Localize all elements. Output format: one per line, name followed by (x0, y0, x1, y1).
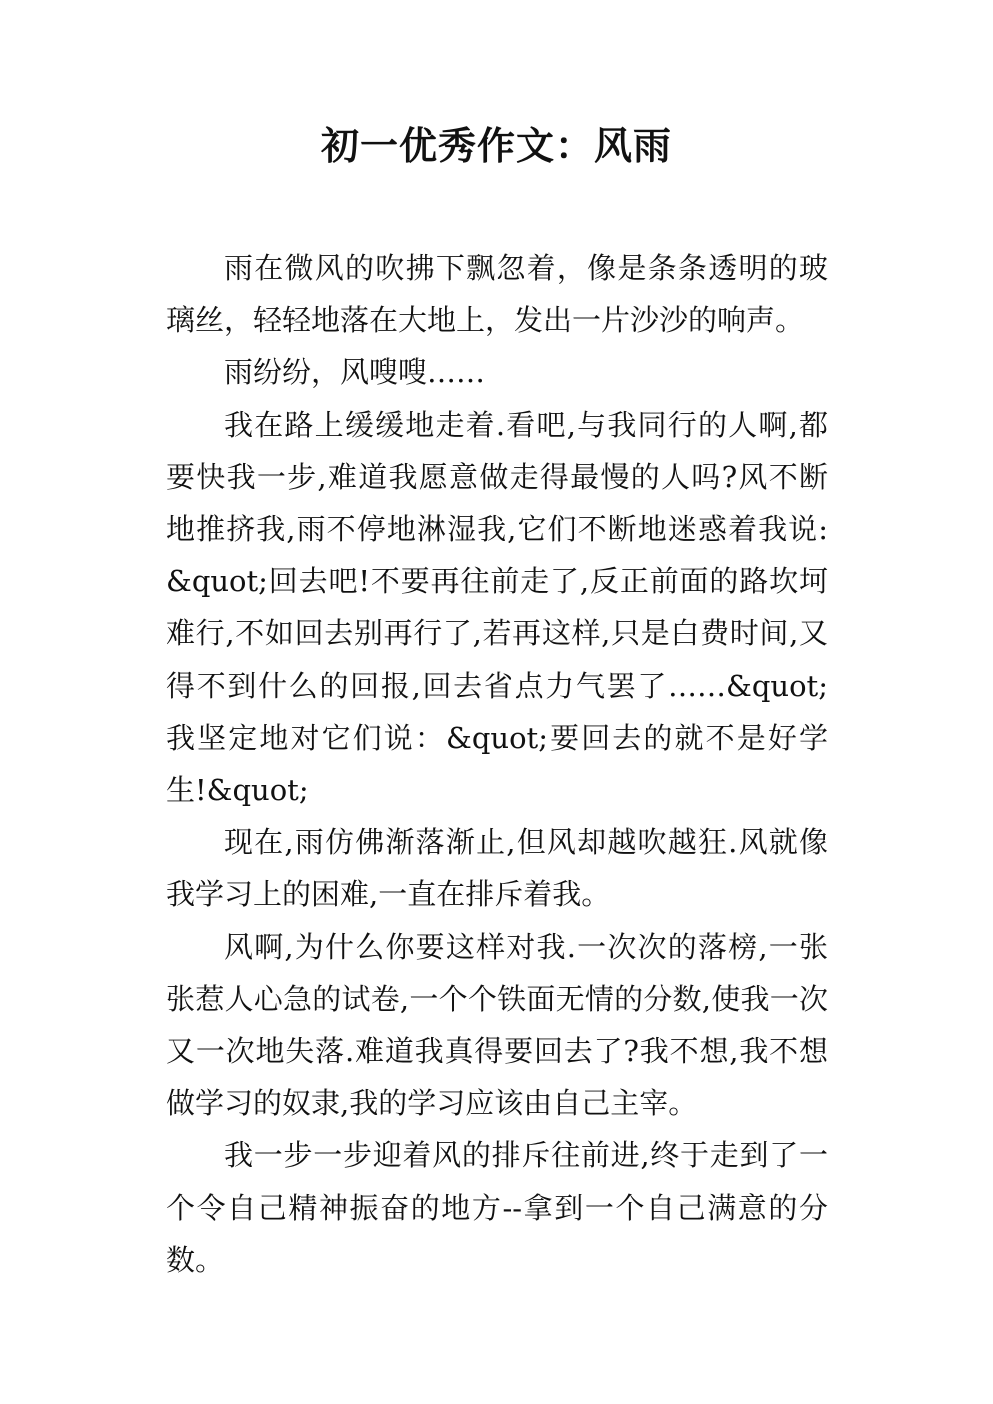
paragraph-3: 我在路上缓缓地走着.看吧,与我同行的人啊,都要快我一步,难道我愿意做走得最慢的人吗?风不断地推挤我,雨不停地淋湿我,它们不断地迷惑着我说:&quot;回去吧!不要再往前走了,反正前面的路坎坷难行,不如回去别再行了,若再这样,只是白费时间,又得不到什么的回报,回去省点力气罢了……&quot;我坚定地对它们说：&quot;要回去的就不是好学生!&quot; (166, 407, 828, 808)
paragraph-2: 雨纷纷，风嗖嗖…… (224, 355, 486, 390)
document-body (166, 242, 828, 1286)
paragraph-6: 我一步一步迎着风的排斥往前进,终于走到了一个令自己精神振奋的地方--拿到一个自己满意的分数。 (166, 1138, 828, 1277)
paragraph-5: 风啊,为什么你要这样对我.一次次的落榜,一张张惹人心急的试卷,一个个铁面无情的分数,使我一次又一次地失落.难道我真得要回去了?我不想,我不想做学习的奴隶,我的学习应该由自己主宰。 (166, 929, 828, 1121)
document-title: 初一优秀作文：风雨 (320, 124, 672, 168)
paragraph-1: 雨在微风的吹拂下飘忽着，像是条条透明的玻璃丝，轻轻地落在大地上，发出一片沙沙的响声。 (166, 251, 828, 338)
paragraph-4: 现在,雨仿佛渐落渐止,但风却越吹越狂.风就像我学习上的困难,一直在排斥着我。 (166, 825, 828, 912)
